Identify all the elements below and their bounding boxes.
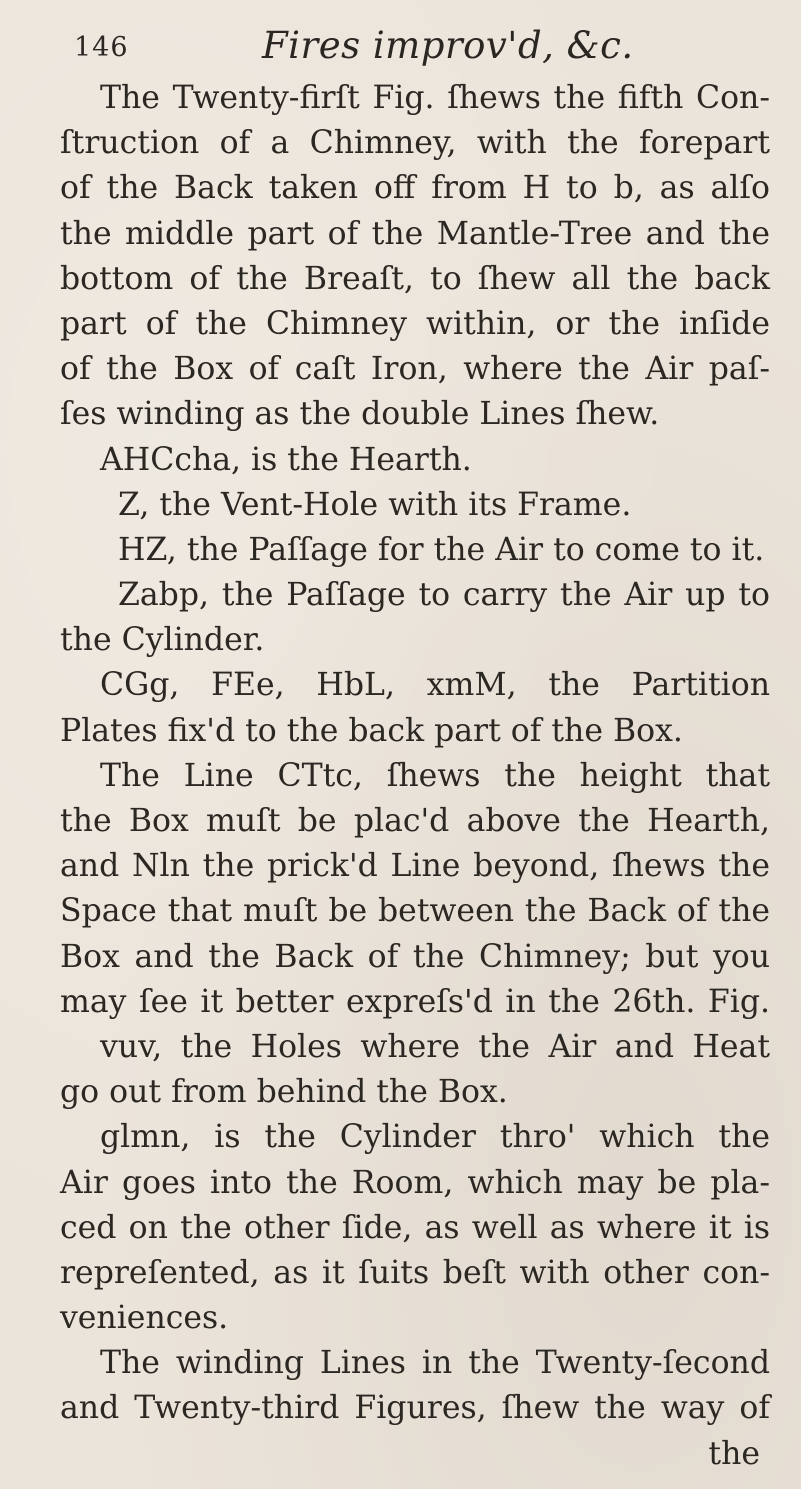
catchword: the	[708, 1435, 760, 1472]
text-line: may ſee it better expreſs'd in the 26th. Fig.	[60, 983, 770, 1020]
text-line: Plates fix'd to the back part of the Box.	[60, 712, 683, 749]
body-text	[60, 76, 770, 1477]
text-line: AHCcha, is the Hearth.	[100, 441, 472, 478]
text-line: vuv, the Holes where the Air and Heat	[100, 1028, 770, 1065]
text-line: ſes winding as the double Lines ſhew.	[60, 396, 660, 433]
text-line: ſtruction of a Chimney, with the forepart	[60, 125, 770, 162]
text-line: glmn, is the Cylinder thro' which the	[100, 1119, 770, 1156]
text-line: Z, the Vent-Hole with its Frame.	[118, 486, 632, 523]
text-line: part of the Chimney within, or the inſide	[60, 305, 770, 342]
text-line: Zabp, the Paſſage to carry the Air up to	[118, 577, 770, 614]
text-line: of the Box of caſt Iron, where the Air paſ-	[60, 351, 770, 388]
text-line: ced on the other ſide, as well as where it is	[60, 1209, 770, 1246]
text-line: the middle part of the Mantle-Tree and the	[60, 215, 770, 252]
text-line: Air goes into the Room, which may be pla-	[60, 1164, 770, 1201]
text-line: Space that muſt be between the Back of the	[60, 893, 770, 930]
text-line: the Cylinder.	[60, 622, 265, 659]
text-line: Box and the Back of the Chimney; but you	[60, 938, 770, 975]
text-line: CGg, FEe, HbL, xmM, the Partition	[100, 667, 770, 704]
text-line: HZ, the Paſſage for the Air to come to it.	[118, 531, 765, 568]
text-line: of the Back taken off from H to b, as alſo	[60, 170, 770, 207]
page-number: 146	[74, 32, 129, 63]
text-line: and Twenty-third Figures, ſhew the way of	[60, 1390, 770, 1427]
text-line: and Nln the prick'd Line beyond, ſhews the	[60, 848, 770, 885]
running-head	[74, 24, 754, 68]
text-line: repreſented, as it ſuits beſt with other con-	[60, 1254, 770, 1291]
text-line: veniences.	[60, 1300, 229, 1337]
text-line: The winding Lines in the Twenty-ſecond	[100, 1345, 770, 1382]
text-line: The Line CTtc, ſhews the height that	[100, 757, 770, 794]
running-title: Fires improv'd, &c.	[262, 24, 634, 67]
text-line: The Twenty-firſt Fig. ſhews the fifth Con-	[100, 80, 770, 116]
text-line: bottom of the Breaſt, to ſhew all the back	[60, 260, 770, 297]
text-line: go out from behind the Box.	[60, 1074, 508, 1111]
text-line: the Box muſt be plac'd above the Hearth,	[60, 803, 770, 839]
